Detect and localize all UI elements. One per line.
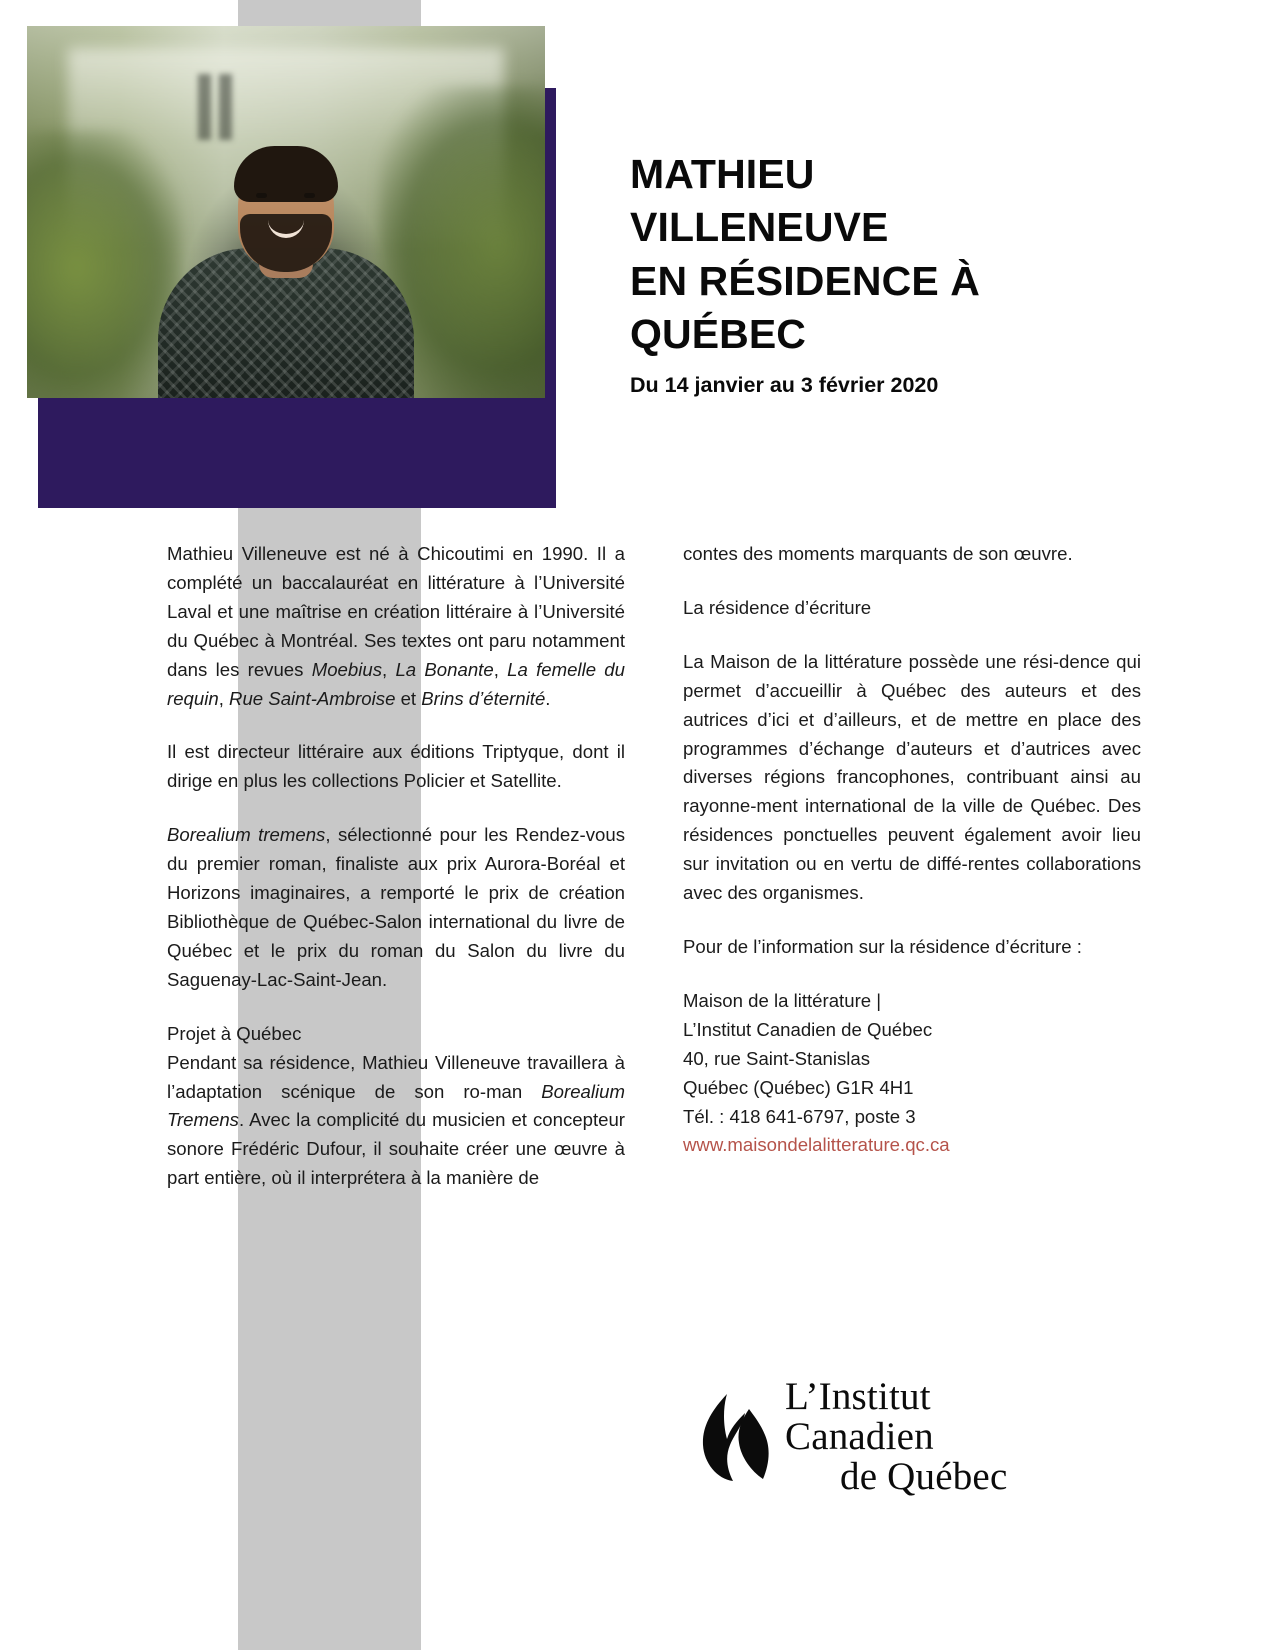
- bio-p1-sep3: ,: [218, 687, 230, 709]
- portrait-subject: [158, 184, 414, 398]
- poster-title-block: [630, 148, 1230, 398]
- continuation-paragraph: contes des moments marquants de son œuvre.: [683, 543, 1073, 564]
- contact-line-organisation: Maison de la littérature |: [683, 989, 882, 1011]
- journal-moebius: Moebius: [311, 658, 382, 680]
- contact-line-street: 40, rue Saint-Stanislas: [683, 1047, 871, 1069]
- website-link[interactable]: www.maisondelalitterature.qc.ca: [683, 1134, 950, 1156]
- journal-brins-deternite: Brins d’éternité: [421, 687, 546, 709]
- title-line-2: VILLENEUVE: [630, 204, 889, 251]
- bio-paragraph-3: [167, 821, 625, 994]
- information-call-to-action: Pour de l’information sur la résidence d’écriture :: [683, 935, 1082, 957]
- logo-line-2: de Québec: [840, 1454, 1008, 1498]
- bio-paragraph-4: [167, 1049, 625, 1194]
- book-borealium-tremens: Borealium tremens: [167, 824, 326, 846]
- bio-p3-text: , sélectionné pour les Rendez-vous du premier roman, finaliste aux prix Aurora-Boréal et Horizons imaginaires, a remporté le prix de création Bibliothèque de Québec-Salon international du livre de Québec et le prix du roman du Salon du livre du Saguenay-Lac-Saint-Jean.: [167, 824, 625, 990]
- title-line-3: EN RÉSIDENCE À: [630, 257, 980, 304]
- bio-p4-end: . Avec la complicité du musicien et concepteur sonore Frédéric Dufour, il souhaite créer une œuvre à part entière, où il interprétera à la manière de: [167, 1109, 625, 1189]
- subject-eye-left: [256, 193, 267, 198]
- bio-p4-text: Pendant sa résidence, Mathieu Villeneuve travaillera à l’adaptation scénique de son ro-man: [167, 1051, 625, 1102]
- contact-line-institute: L’Institut Canadien de Québec: [683, 1018, 933, 1040]
- bio-p1-text: Mathieu Villeneuve est né à Chicoutimi en 1990. Il a complété un baccalauréat en littérature à l’Université Laval et une maîtrise en création littéraire à l’Université du Québec à Montréal. Ses textes ont paru notamment dans les revues: [167, 543, 625, 680]
- flame-icon: [697, 1391, 775, 1483]
- residence-description-paragraph: La Maison de la littérature possède une rési-dence qui permet d’accueillir à Québec des auteurs et des autrices d’ici et d’ailleurs, et de mettre en place des programmes d’échange d’auteurs et d’autrices avec diverses régions francophones, contribuant ainsi au rayonne-ment international de la ville de Québec. Des résidences ponctuelles peuvent également avoir lieu sur invitation ou en vertu de diffé-rentes collaborations avec des organismes.: [683, 650, 1141, 904]
- right-text-column: [683, 540, 1141, 1160]
- logo-wordmark: [785, 1377, 1077, 1496]
- photo-window-right: [219, 74, 232, 140]
- portrait-photo-background: [27, 26, 545, 398]
- photo-window-left: [198, 74, 211, 140]
- bio-p1-sep2: ,: [493, 658, 508, 680]
- left-text-column: [167, 540, 625, 1193]
- journal-la-femelle-du-requin: La femelle du requin: [167, 658, 625, 709]
- contact-line-phone: Tél. : 418 641-6797, poste 3: [683, 1105, 916, 1127]
- institut-canadien-logo: [697, 1375, 1077, 1498]
- heading-projet-a-quebec: Projet à Québec: [167, 1022, 302, 1044]
- bio-paragraph-2: Il est directeur littéraire aux éditions Triptyque, dont il dirige en plus les collections Policier et Satellite.: [167, 741, 625, 792]
- contact-line-city-postal: Québec (Québec) G1R 4H1: [683, 1076, 914, 1098]
- book-borealium-tremens-2: Borealium Tremens: [167, 1080, 625, 1131]
- title-line-1: MATHIEU: [630, 151, 815, 197]
- journal-rue-saint-ambroise: Rue Saint-Ambroise: [229, 687, 396, 709]
- subject-eye-right: [304, 193, 315, 198]
- bio-p1-end: .: [545, 687, 551, 709]
- heading-la-residence-decriture: La résidence d’écriture: [683, 596, 872, 618]
- bio-p1-sep1: ,: [382, 658, 396, 680]
- bio-p1-sep4: et: [395, 687, 422, 709]
- poster-date-range: Du 14 janvier au 3 février 2020: [630, 373, 939, 398]
- bio-paragraph-1: [167, 540, 625, 713]
- portrait-photo: [27, 26, 545, 398]
- subject-hair: [234, 146, 338, 202]
- journal-la-bonante: La Bonante: [395, 658, 494, 680]
- title-line-4: QUÉBEC: [630, 310, 807, 357]
- contact-block: [683, 987, 1141, 1160]
- logo-line-1: L’Institut Canadien: [785, 1375, 934, 1459]
